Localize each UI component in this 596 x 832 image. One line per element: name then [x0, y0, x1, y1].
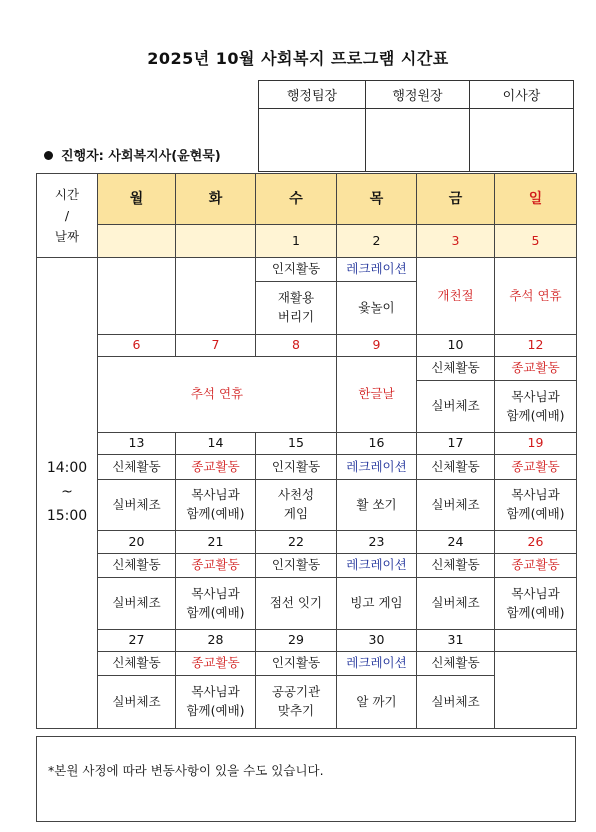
approval-header-team-lead: 행정팀장	[259, 81, 366, 109]
activity-detail	[495, 381, 577, 433]
date-cell: 19	[495, 433, 577, 455]
activity-category: 레크레이션	[337, 258, 417, 282]
activity-detail-line: 목사님과	[511, 388, 560, 404]
date-cell: 24	[417, 531, 495, 554]
holiday-cell: 추석 연휴	[495, 258, 577, 335]
corner-slash: /	[64, 207, 70, 223]
activity-detail	[256, 282, 337, 335]
activity-detail: 활 쏘기	[337, 480, 417, 531]
activity-category: 인지활동	[256, 652, 337, 676]
empty-cell	[495, 652, 577, 729]
activity-detail-line: 함께(예배)	[506, 506, 565, 521]
activity-category: 종교활동	[495, 357, 577, 381]
activity-detail-line: 함께(예배)	[186, 506, 245, 521]
date-cell: 10	[417, 335, 495, 357]
activity-detail-line: 사천성	[277, 487, 315, 503]
date-cell: 30	[337, 630, 417, 652]
activity-detail: 알 까기	[337, 676, 417, 729]
day-header-wed: 수	[256, 174, 337, 225]
activity-category: 인지활동	[256, 258, 337, 282]
activity-detail	[256, 480, 337, 531]
activity-detail: 실버체조	[417, 381, 495, 433]
date-cell: 9	[337, 335, 417, 357]
date-cell: 20	[98, 531, 176, 554]
activity-detail: 윷놀이	[337, 282, 417, 335]
empty-cell	[98, 258, 176, 335]
corner-time-label: 시간	[54, 186, 80, 202]
day-header-sun: 일	[495, 174, 577, 225]
date-cell: 1	[256, 225, 337, 258]
activity-detail: 실버체조	[98, 480, 176, 531]
footnote: *본원 사정에 따라 변동사항이 있을 수도 있습니다.	[48, 763, 324, 778]
activity-category: 신체활동	[98, 554, 176, 578]
approval-header-director: 행정원장	[366, 81, 470, 109]
date-cell: 29	[256, 630, 337, 652]
holiday-cell: 추석 연휴	[98, 357, 337, 433]
activity-category: 신체활동	[417, 652, 495, 676]
time-cell	[37, 258, 98, 729]
schedule-table	[36, 173, 577, 729]
activity-detail	[176, 676, 256, 729]
approval-header-chairman: 이사장	[470, 81, 574, 109]
activity-detail	[495, 578, 577, 630]
activity-category: 신체활동	[417, 455, 495, 480]
activity-detail-line: 목사님과	[191, 487, 240, 503]
activity-category: 종교활동	[495, 554, 577, 578]
empty-cell	[176, 258, 256, 335]
date-cell: 12	[495, 335, 577, 357]
activity-category: 신체활동	[98, 455, 176, 480]
holiday-cell: 한글날	[337, 357, 417, 433]
presenter-line	[44, 145, 221, 164]
date-cell: 5	[495, 225, 577, 258]
activity-detail-line: 재활용	[277, 290, 315, 306]
date-cell: 8	[256, 335, 337, 357]
time-end: 15:00	[46, 507, 88, 524]
date-cell: 27	[98, 630, 176, 652]
activity-category: 인지활동	[256, 455, 337, 480]
activity-category: 종교활동	[176, 554, 256, 578]
activity-detail-line: 함께(예배)	[506, 407, 565, 423]
signature-box-chairman	[470, 109, 574, 172]
bullet-icon	[44, 151, 53, 160]
date-cell	[495, 630, 577, 652]
date-cell: 16	[337, 433, 417, 455]
activity-detail-line: 목사님과	[511, 585, 560, 601]
activity-category: 레크레이션	[337, 554, 417, 578]
activity-detail: 점선 잇기	[256, 578, 337, 630]
date-cell: 15	[256, 433, 337, 455]
day-header-fri: 금	[417, 174, 495, 225]
corner-cell	[37, 174, 98, 258]
date-cell: 22	[256, 531, 337, 554]
date-cell: 21	[176, 531, 256, 554]
time-separator: ~	[61, 484, 73, 501]
activity-category: 신체활동	[417, 554, 495, 578]
activity-detail: 실버체조	[98, 578, 176, 630]
activity-detail-line: 목사님과	[511, 487, 560, 503]
day-header-tue: 화	[176, 174, 256, 225]
activity-detail: 실버체조	[98, 676, 176, 729]
approval-table	[258, 80, 574, 172]
activity-detail: 빙고 게임	[337, 578, 417, 630]
activity-detail	[495, 480, 577, 531]
day-header-mon: 월	[98, 174, 176, 225]
date-cell: 2	[337, 225, 417, 258]
date-cell: 13	[98, 433, 176, 455]
date-cell: 26	[495, 531, 577, 554]
activity-detail-line: 목사님과	[191, 585, 240, 601]
presenter-text: 진행자: 사회복지사(윤현묵)	[61, 149, 221, 164]
activity-category: 인지활동	[256, 554, 337, 578]
activity-detail-line: 함께(예배)	[506, 604, 565, 620]
activity-detail-line: 목사님과	[191, 684, 240, 700]
activity-detail	[176, 480, 256, 531]
date-cell	[98, 225, 176, 258]
signature-box-director	[366, 109, 470, 172]
activity-detail-line: 게임	[283, 506, 309, 521]
activity-detail	[176, 578, 256, 630]
activity-category: 신체활동	[98, 652, 176, 676]
date-cell: 17	[417, 433, 495, 455]
activity-detail-line: 맞추기	[277, 703, 315, 718]
activity-detail-line: 함께(예배)	[186, 703, 245, 718]
time-start: 14:00	[46, 460, 88, 477]
activity-category: 종교활동	[176, 652, 256, 676]
activity-category: 레크레이션	[337, 455, 417, 480]
activity-detail: 실버체조	[417, 480, 495, 531]
signature-box-team-lead	[259, 109, 366, 172]
day-header-thu: 목	[337, 174, 417, 225]
activity-category: 레크레이션	[337, 652, 417, 676]
activity-detail-line: 버리기	[277, 309, 315, 324]
date-cell: 6	[98, 335, 176, 357]
page-title: 2025년 10월 사회복지 프로그램 시간표	[147, 49, 449, 68]
activity-category: 종교활동	[176, 455, 256, 480]
date-cell: 28	[176, 630, 256, 652]
date-cell: 23	[337, 531, 417, 554]
corner-date-label: 날짜	[54, 229, 80, 245]
date-cell	[176, 225, 256, 258]
activity-detail	[256, 676, 337, 729]
date-cell: 3	[417, 225, 495, 258]
activity-detail: 실버체조	[417, 676, 495, 729]
holiday-cell: 개천절	[417, 258, 495, 335]
activity-category: 종교활동	[495, 455, 577, 480]
activity-detail: 실버체조	[417, 578, 495, 630]
date-cell: 7	[176, 335, 256, 357]
activity-detail-line: 공공기관	[271, 684, 321, 700]
activity-category: 신체활동	[417, 357, 495, 381]
note-box	[36, 736, 576, 822]
activity-detail-line: 함께(예배)	[186, 604, 245, 620]
date-cell: 31	[417, 630, 495, 652]
date-cell: 14	[176, 433, 256, 455]
